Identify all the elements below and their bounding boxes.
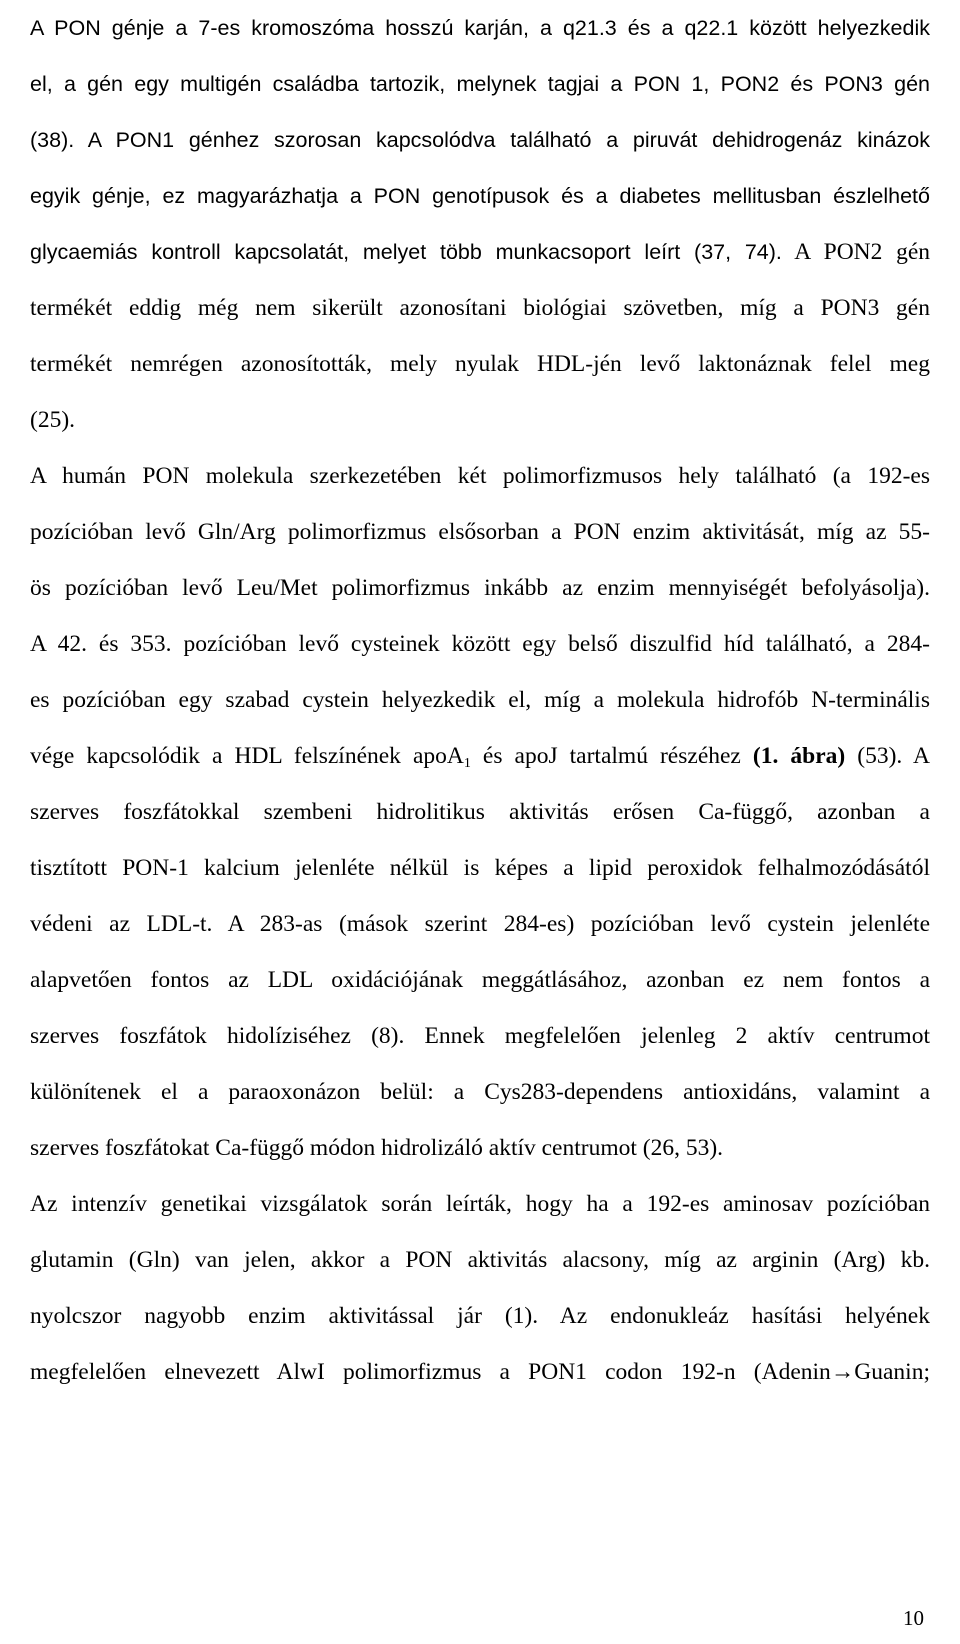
text-line: egyik génje, ez magyarázhatja a PON genotípusok és a diabetes mellitusban észlelhető xyxy=(30,184,930,208)
text-line: pozícióban levő Gln/Arg polimorfizmus elsősorban a PON enzim aktivitását, míg az 55- xyxy=(30,519,930,545)
text-line: szerves foszfátok hidolíziséhez (8). Ennek megfelelően jelenleg 2 aktív centrumot xyxy=(30,1023,930,1049)
paragraph-1 xyxy=(30,0,930,448)
text-line: nyolcszor nagyobb enzim aktivitással jár (1). Az endonukleáz hasítási helyének xyxy=(30,1303,930,1329)
text-span: és apoJ tartalmú részéhez xyxy=(470,743,753,769)
text-span: Guanin; xyxy=(854,1359,930,1385)
text-line: es pozícióban egy szabad cystein helyezkedik el, míg a molekula hidrofób N-terminális xyxy=(30,687,930,713)
text-span: (53). A xyxy=(845,743,930,769)
figure-reference: (1. ábra) xyxy=(752,743,846,769)
text-span: glycaemiás kontroll kapcsolatát, melyet több munkacsoport leírt (37, 74). xyxy=(30,240,782,264)
body-text xyxy=(30,0,930,1400)
text-line: védeni az LDL-t. A 283-as (mások szerint 284-es) pozícióban levő cystein jelenléte xyxy=(30,911,930,937)
text-line: Az intenzív genetikai vizsgálatok során leírták, hogy ha a 192-es aminosav pozícióban xyxy=(30,1191,930,1217)
text-line: A humán PON molekula szerkezetében két polimorfizmusos hely található (a 192-es xyxy=(30,463,930,489)
subscript: 1 xyxy=(463,756,471,771)
text-line: ös pozícióban levő Leu/Met polimorfizmus inkább az enzim mennyiségét befolyásolja). xyxy=(30,575,930,601)
text-line: glutamin (Gln) van jelen, akkor a PON aktivitás alacsony, míg az arginin (Arg) kb. xyxy=(30,1247,930,1273)
text-line: A 42. és 353. pozícióban levő cysteinek között egy belső diszulfid híd található, a 284- xyxy=(30,631,930,657)
right-arrow-icon: → xyxy=(830,1359,855,1385)
text-line: szerves foszfátokkal szembeni hidrolitikus aktivitás erősen Ca-függő, azonban a xyxy=(30,799,930,825)
text-line xyxy=(30,224,930,280)
paragraph-2 xyxy=(30,448,930,1176)
text-line: (38). A PON1 génhez szorosan kapcsolódva található a piruvát dehidrogenáz kinázok xyxy=(30,128,930,152)
text-line: különítenek el a paraoxonázon belül: a Cys283-dependens antioxidáns, valamint a xyxy=(30,1079,930,1105)
text-span: A PON2 gén xyxy=(781,239,930,265)
text-line: A PON génje a 7-es kromoszóma hosszú karján, a q21.3 és a q22.1 között helyezkedik xyxy=(30,16,930,40)
text-line xyxy=(30,1344,930,1400)
text-line: el, a gén egy multigén családba tartozik, melynek tagjai a PON 1, PON2 és PON3 gén xyxy=(30,72,930,96)
text-line: termékét eddig még nem sikerült azonosítani biológiai szövetben, míg a PON3 gén xyxy=(30,295,930,321)
text-line: termékét nemrégen azonosították, mely nyulak HDL-jén levő laktonáznak felel meg xyxy=(30,351,930,377)
page-number: 10 xyxy=(903,1606,924,1630)
text-span: megfelelően elnevezett AlwI polimorfizmus a PON1 codon 192-n (Adenin xyxy=(30,1359,831,1385)
text-line: alapvetően fontos az LDL oxidációjának meggátlásához, azonban ez nem fontos a xyxy=(30,967,930,993)
text-line: szerves foszfátokat Ca-függő módon hidrolizáló aktív centrumot (26, 53). xyxy=(30,1135,724,1161)
text-line: tisztított PON-1 kalcium jelenléte nélkül is képes a lipid peroxidok felhalmozódásától xyxy=(30,855,930,881)
text-span: vége kapcsolódik a HDL felszínének apoA xyxy=(30,743,464,769)
text-line: (25). xyxy=(30,407,76,433)
text-line xyxy=(30,728,930,784)
paragraph-3 xyxy=(30,1176,930,1400)
